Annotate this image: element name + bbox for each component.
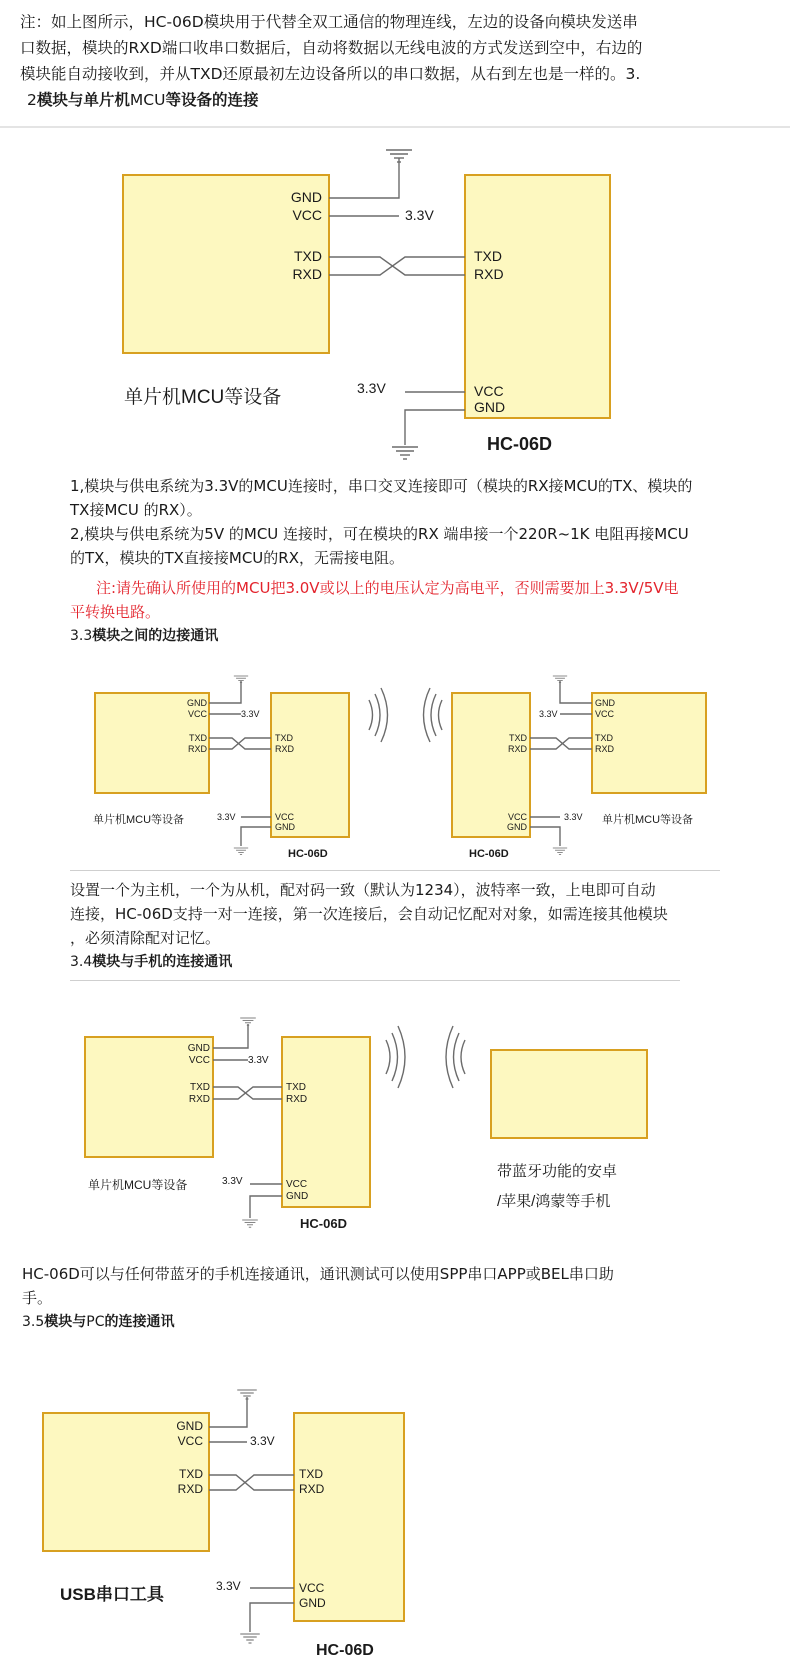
s35-title-bold: 模块与 <box>44 1314 87 1330</box>
s32-p1-line1: 1,模块与供电系统为3.3V的MCU连接时，串口交叉连接即可（模块的RX接MCU的TX、模块的 <box>70 477 693 495</box>
l-gnd: GND <box>187 698 207 708</box>
s32-note-line1: 注:请先确认所使用的MCU把3.0V或以上的电压认定为高电平，否则需要加上3.3V/5V电 <box>96 579 679 597</box>
s35-title-tail: 的连接通讯 <box>104 1314 175 1330</box>
mod4-txd: TXD <box>299 1467 323 1481</box>
left-mcu-label: 单片机MCU等设备 <box>93 814 185 826</box>
m3-vcc: VCC <box>188 1055 210 1066</box>
rm-rxd: RXD <box>507 744 527 754</box>
diagram-module-pc <box>43 1390 404 1659</box>
module-rxd-pin: RXD <box>474 266 504 282</box>
r-vcc: VCC <box>595 709 615 719</box>
module-txd-pin: TXD <box>474 248 502 264</box>
s33-p-line1: 设置一个为主机，一个为从机，配对码一致（默认为1234），波特率一致，上电即可自动 <box>70 881 656 899</box>
lm-txd: TXD <box>275 733 293 743</box>
s35-num: 3.5 <box>22 1314 45 1330</box>
l-rxd: RXD <box>187 744 207 754</box>
wireless-wave-icon-2 <box>386 1026 465 1088</box>
lm-vcc: VCC <box>275 812 295 822</box>
mcu-vcc-pin: VCC <box>292 207 322 223</box>
mcu-gnd-pin: GND <box>290 189 322 205</box>
wireless-wave-icon <box>369 688 442 742</box>
mcu-txd-pin: TXD <box>294 248 322 264</box>
section-3-5-heading <box>22 1310 174 1334</box>
diagram-module-module <box>93 676 706 860</box>
rm-v33: 3.3V <box>564 812 583 822</box>
phone-label-2: /苹果/鸿蒙等手机 <box>497 1193 611 1210</box>
s33-title: 模块之间的边接通讯 <box>92 628 219 644</box>
s33-p-line2: 连接，HC-06D支持一对一连接，第一次连接后，会自动记忆配对对象，如需连接其他模块 <box>70 905 668 923</box>
l-txd: TXD <box>189 733 207 743</box>
mod3-v33: 3.3V <box>222 1176 243 1187</box>
module-label-4: HC-06D <box>316 1642 374 1659</box>
phone-label-1: 带蓝牙功能的安卓 <box>497 1163 618 1180</box>
left-mcu-box <box>95 693 209 793</box>
module-box <box>465 175 610 418</box>
s34-p-line2: 手。 <box>22 1289 53 1307</box>
s35-title-pc: PC <box>86 1314 105 1330</box>
s34-p-line1: HC-06D可以与任何带蓝牙的手机连接通讯，通讯测试可以使用SPP串口APP或BEL串口助 <box>22 1265 614 1283</box>
rm-gnd: GND <box>507 822 527 832</box>
right-module-label: HC-06D <box>469 848 509 860</box>
heading-bold: 模块与单片机 <box>36 91 130 109</box>
mod3-gnd: GND <box>286 1191 309 1202</box>
r-v33: 3.3V <box>539 709 558 719</box>
intro-line-3: 模块能自动接收到，并从TXD还原最初左边设备所以的串口数据，从右到左也是一样的。3. <box>20 65 641 83</box>
diagram-module-phone <box>85 1018 647 1231</box>
mod3-txd: TXD <box>286 1082 306 1093</box>
mod4-gnd: GND <box>299 1596 326 1610</box>
mod3-vcc: VCC <box>286 1179 308 1190</box>
section-3-3-heading <box>70 624 218 648</box>
mcu-device-label: 单片机MCU等设备 <box>124 387 282 408</box>
divider-3-4 <box>70 980 680 981</box>
s33-num: 3.3 <box>70 628 93 644</box>
usb-tool-label: USB串口工具 <box>60 1585 164 1604</box>
intro-line-1: 注：如上图所示，HC-06D模块用于代替全双工通信的物理连线，左边的设备向模块发送串 <box>20 13 638 31</box>
s34-title: 模块与手机的连接通讯 <box>92 954 233 970</box>
heading-tail: 等设备的连接 <box>165 91 259 109</box>
section-3-4-heading <box>70 950 232 974</box>
diagram-mcu-module <box>123 150 610 459</box>
l-vcc: VCC <box>187 709 207 719</box>
u-vcc: VCC <box>177 1434 203 1448</box>
s32-note-line2: 平转换电路。 <box>70 603 161 621</box>
module-vcc-voltage: 3.3V <box>357 380 386 396</box>
lm-gnd: GND <box>275 822 295 832</box>
divider-3-3 <box>70 870 720 871</box>
s32-p1-line2: TX接MCU 的RX）。 <box>70 501 202 519</box>
s32-p2-line1: 2,模块与供电系统为5V 的MCU 连接时，可在模块的RX 端串接一个220R~1K 电阻再接MCU <box>70 525 689 543</box>
mod3-rxd: RXD <box>286 1094 308 1105</box>
intro-line-2: 口数据，模块的RXD端口收串口数据后，自动将数据以无线电波的方式发送到空中，右边的 <box>20 39 643 57</box>
u-rxd: RXD <box>177 1482 203 1496</box>
r-rxd: RXD <box>595 744 615 754</box>
right-mcu-box <box>592 693 706 793</box>
l-v33: 3.3V <box>241 709 260 719</box>
mcu-vcc-voltage: 3.3V <box>405 207 434 223</box>
module-gnd-pin: GND <box>474 399 506 415</box>
s34-num: 3.4 <box>70 954 93 970</box>
module-vcc-pin: VCC <box>474 383 504 399</box>
mcu-label-3: 单片机MCU等设备 <box>88 1178 188 1192</box>
m3-v33: 3.3V <box>248 1055 269 1066</box>
u-txd: TXD <box>179 1467 203 1481</box>
mod4-v33: 3.3V <box>216 1579 241 1593</box>
m3-txd: TXD <box>190 1082 210 1093</box>
heading-mcu: MCU <box>129 91 166 109</box>
s32-p2-line2: 的TX，模块的TX直接接MCU的RX，无需接电阻。 <box>70 549 404 567</box>
r-gnd: GND <box>595 698 615 708</box>
module-label: HC-06D <box>487 434 553 454</box>
mcu-rxd-pin: RXD <box>292 266 322 282</box>
rm-txd: TXD <box>509 733 527 743</box>
m3-gnd: GND <box>187 1043 210 1054</box>
phone-box <box>491 1050 647 1138</box>
mod4-vcc: VCC <box>299 1581 325 1595</box>
mod4-rxd: RXD <box>299 1482 325 1496</box>
right-mcu-label: 单片机MCU等设备 <box>602 814 694 826</box>
heading-number: 2 <box>27 91 37 109</box>
m3-rxd: RXD <box>188 1094 210 1105</box>
left-module-label: HC-06D <box>288 848 328 860</box>
lm-rxd: RXD <box>275 744 295 754</box>
s33-p-line3: ，必须清除配对记忆。 <box>70 929 221 947</box>
rm-vcc: VCC <box>507 812 527 822</box>
r-txd: TXD <box>595 733 613 743</box>
lm-v33: 3.3V <box>217 812 236 822</box>
u-gnd: GND <box>176 1419 203 1433</box>
module-label-3: HC-06D <box>300 1216 347 1231</box>
u-v33: 3.3V <box>250 1434 275 1448</box>
